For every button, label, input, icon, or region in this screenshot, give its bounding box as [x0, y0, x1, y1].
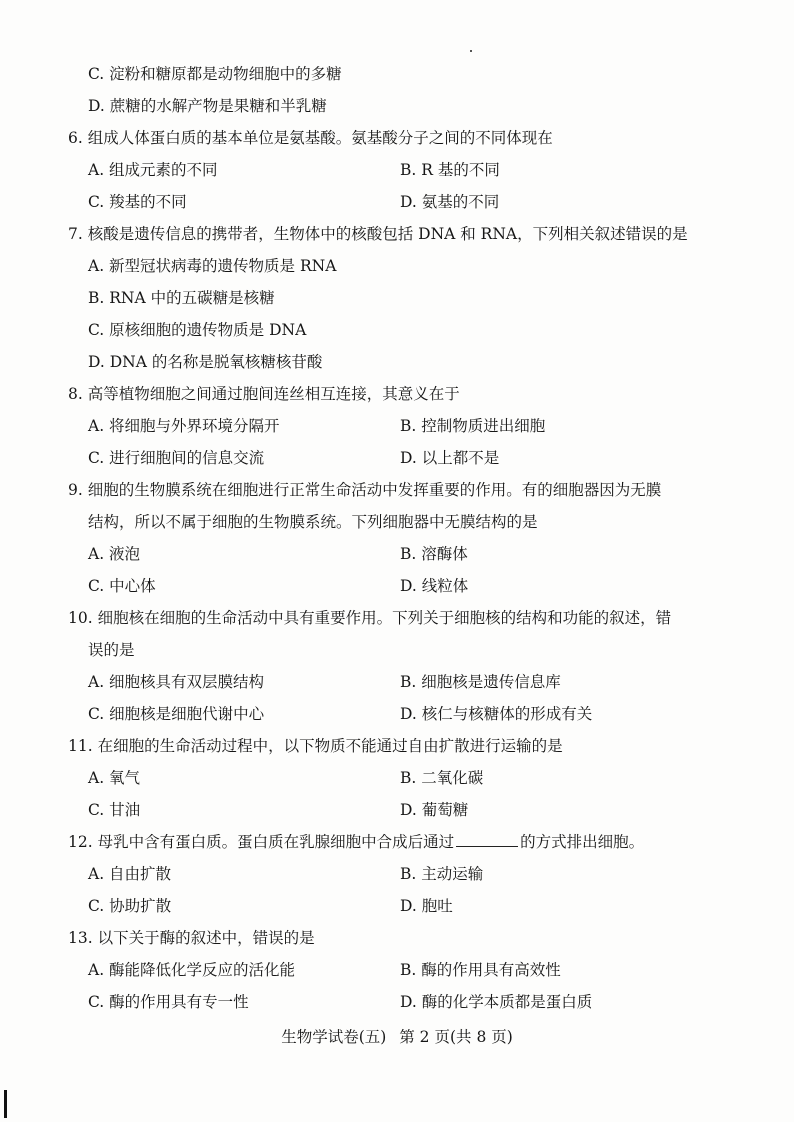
q13-stem: 13. 以下关于酶的叙述中，错误的是: [68, 929, 315, 947]
q7-stem: 7. 核酸是遗传信息的携带者，生物体中的核酸包括 DNA 和 RNA，下列相关叙述错误的是: [68, 225, 688, 243]
scan-speck: [470, 50, 472, 52]
q9-stem-continued: 结构，所以不属于细胞的生物膜系统。下列细胞器中无膜结构的是: [88, 513, 538, 531]
q13-option-c: C. 酶的作用具有专一性: [88, 993, 249, 1011]
q10-option-c: C. 细胞核是细胞代谢中心: [88, 705, 265, 723]
q6-option-d: D. 氨基的不同: [400, 193, 500, 211]
q12-option-c: C. 协助扩散: [88, 897, 172, 915]
q11-option-c: C. 甘油: [88, 801, 141, 819]
q6-option-b: B. R 基的不同: [400, 161, 500, 179]
q5-option-d: D. 蔗糖的水解产物是果糖和半乳糖: [88, 97, 327, 115]
page-footer: [0, 1027, 794, 1047]
q9-stem: 9. 细胞的生物膜系统在细胞进行正常生命活动中发挥重要的作用。有的细胞器因为无膜: [68, 481, 662, 499]
q11-option-b: B. 二氧化碳: [400, 769, 484, 787]
q12-option-b: B. 主动运输: [400, 865, 484, 883]
q13-option-b: B. 酶的作用具有高效性: [400, 961, 561, 979]
q8-option-a: A. 将细胞与外界环境分隔开: [88, 417, 280, 435]
q11-option-a: A. 氧气: [88, 769, 141, 787]
q13-option-d: D. 酶的化学本质都是蛋白质: [400, 993, 593, 1011]
q10-stem: 10. 细胞核在细胞的生命活动中具有重要作用。下列关于细胞核的结构和功能的叙述，错: [68, 609, 672, 627]
q5-option-c: C. 淀粉和糖原都是动物细胞中的多糖: [88, 65, 342, 83]
q7-option-a: A. 新型冠状病毒的遗传物质是 RNA: [88, 257, 337, 275]
q9-option-c: C. 中心体: [88, 577, 156, 595]
q8-option-b: B. 控制物质进出细胞: [400, 417, 546, 435]
q10-option-a: A. 细胞核具有双层膜结构: [88, 673, 265, 691]
q8-option-c: C. 进行细胞间的信息交流: [88, 449, 265, 467]
q12-stem-after: 的方式排出细胞。: [520, 833, 645, 851]
q13-option-a: A. 酶能降低化学反应的活化能: [88, 961, 296, 979]
q7-option-b: B. RNA 中的五碳糖是核糖: [88, 289, 275, 307]
q8-option-d: D. 以上都不是: [400, 449, 500, 467]
q9-option-b: B. 溶酶体: [400, 545, 468, 563]
q10-option-b: B. 细胞核是遗传信息库: [400, 673, 561, 691]
q6-stem: 6. 组成人体蛋白质的基本单位是氨基酸。氨基酸分子之间的不同体现在: [68, 129, 553, 147]
answer-blank: [456, 832, 518, 847]
q6-option-a: A. 组成元素的不同: [88, 161, 218, 179]
q11-stem: 11. 在细胞的生命活动过程中，以下物质不能通过自由扩散进行运输的是: [68, 737, 563, 755]
q7-option-c: C. 原核细胞的遗传物质是 DNA: [88, 321, 307, 339]
q10-stem-continued: 误的是: [88, 641, 135, 659]
scan-edge-mark: [4, 1090, 7, 1118]
q10-option-d: D. 核仁与核糖体的形成有关: [400, 705, 593, 723]
q9-option-d: D. 线粒体: [400, 577, 469, 595]
q12-option-d: D. 胞吐: [400, 897, 453, 915]
q6-option-c: C. 羧基的不同: [88, 193, 187, 211]
q9-option-a: A. 液泡: [88, 545, 141, 563]
q12-option-a: A. 自由扩散: [88, 865, 172, 883]
page-info: 第 2 页(共 8 页): [399, 1028, 513, 1046]
q8-stem: 8. 高等植物细胞之间通过胞间连丝相互连接，其意义在于: [68, 385, 460, 403]
q12-stem: [68, 832, 644, 852]
q7-option-d: D. DNA 的名称是脱氧核糖核苷酸: [88, 353, 323, 371]
q11-option-d: D. 葡萄糖: [400, 801, 469, 819]
exam-title: 生物学试卷(五): [281, 1028, 387, 1046]
q12-stem-before: 12. 母乳中含有蛋白质。蛋白质在乳腺细胞中合成后通过: [68, 833, 455, 851]
